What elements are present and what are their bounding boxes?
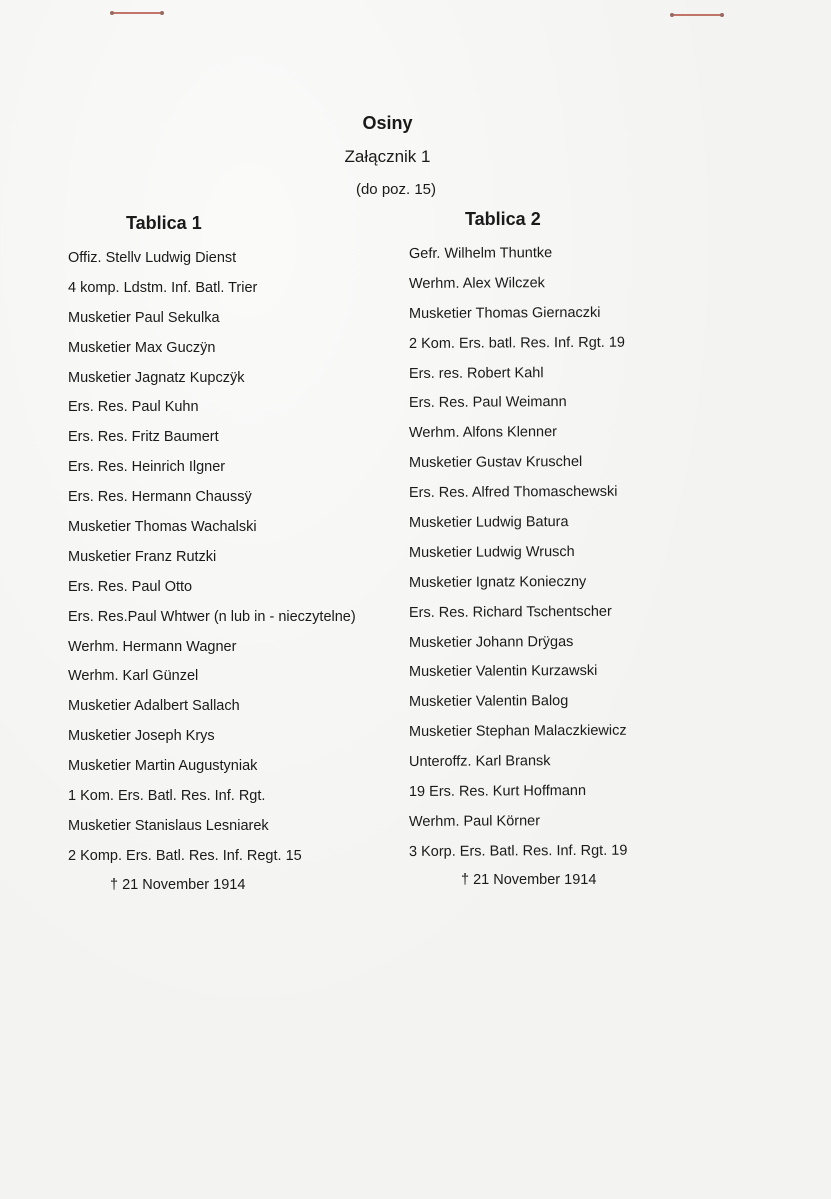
binder-clip-mark-right [672, 14, 722, 16]
table2-entry: Musketier Thomas Giernaczki [408, 304, 601, 322]
table1-death-date: † 21 November 1914 [110, 877, 246, 893]
table2-entry: Musketier Valentin Kurzawski [408, 663, 598, 681]
table2-entry: Ers. Res. Paul Weimann [408, 394, 567, 412]
table1-entry: Musketier Joseph Krys [68, 728, 215, 745]
table1-entry: Musketier Jagnatz Kupczÿk [68, 369, 245, 386]
table2-entry: Gefr. Wilhelm Thuntke [408, 245, 553, 262]
table2-entry: Musketier Johann Drÿgas [408, 633, 574, 651]
table2-entry: Ers. Res. Richard Tschentscher [408, 603, 612, 621]
document-title: Osiny [362, 113, 413, 133]
table2-entry: Musketier Valentin Balog [408, 693, 569, 711]
table2-list [409, 244, 809, 872]
table1-entry: Werhm. Hermann Wagner [68, 638, 237, 655]
table1-entry: Offiz. Stellv Ludwig Dienst [68, 250, 237, 266]
table1-entry: 1 Kom. Ers. Batl. Res. Inf. Rgt. [68, 788, 266, 805]
table2-entry: Werhm. Paul Körner [408, 813, 541, 830]
table2-death-date: † 21 November 1914 [461, 872, 597, 888]
table2-entry: Musketier Ludwig Batura [408, 514, 569, 532]
table1-entry: Musketier Paul Sekulka [68, 309, 220, 326]
binder-clip-mark-left [112, 12, 162, 14]
table1-entry: Musketier Adalbert Sallach [68, 698, 240, 715]
table2-entry: 3 Korp. Ers. Batl. Res. Inf. Rgt. 19 [408, 842, 628, 860]
table2-entry: Unteroffz. Karl Bransk [408, 753, 551, 771]
table2-entry: 19 Ers. Res. Kurt Hoffmann [408, 782, 587, 801]
table1-entry: Ers. Res. Heinrich Ilgner [68, 459, 226, 476]
table1-entry: Musketier Franz Rutzki [68, 548, 217, 565]
document-subtitle: Załącznik 1 [344, 147, 431, 166]
table1-entry: Ers. Res.Paul Whtwer (n lub in - nieczytelne) [68, 608, 356, 625]
table1-entry: Musketier Max Guczÿn [68, 339, 216, 356]
table1-list [68, 248, 413, 876]
table1-entry: 4 komp. Ldstm. Inf. Batl. Trier [68, 279, 258, 296]
table2-heading: Tablica 2 [465, 209, 541, 229]
table2-entry: Musketier Ludwig Wrusch [408, 543, 575, 561]
table2-entry: Musketier Ignatz Konieczny [408, 573, 587, 591]
table2-entry: Werhm. Alex Wilczek [408, 275, 545, 292]
table2-entry: Musketier Stephan Malaczkiewicz [408, 722, 627, 741]
table2-entry: Musketier Gustav Kruschel [408, 454, 583, 472]
document-reference: (do poz. 15) [355, 181, 437, 198]
table1-entry: Ers. Res. Paul Kuhn [68, 399, 199, 416]
table2-entry: Ers. res. Robert Kahl [408, 364, 544, 382]
table2-entry: Werhm. Alfons Klenner [408, 424, 558, 442]
table1-entry: 2 Komp. Ers. Batl. Res. Inf. Regt. 15 [68, 847, 302, 864]
table2-entry: 2 Kom. Ers. batl. Res. Inf. Rgt. 19 [408, 334, 625, 352]
table1-heading: Tablica 1 [126, 213, 202, 233]
table1-entry: Musketier Thomas Wachalski [68, 519, 257, 536]
table1-entry: Musketier Stanislaus Lesniarek [68, 817, 269, 834]
table2-entry: Ers. Res. Alfred Thomaschewski [408, 483, 618, 502]
table1-entry: Ers. Res. Hermann Chaussÿ [68, 489, 252, 506]
table1-entry: Ers. Res. Fritz Baumert [68, 429, 219, 446]
table1-entry: Werhm. Karl Günzel [68, 668, 199, 685]
table1-entry: Ers. Res. Paul Otto [68, 578, 193, 595]
table1-entry: Musketier Martin Augustyniak [68, 758, 258, 775]
